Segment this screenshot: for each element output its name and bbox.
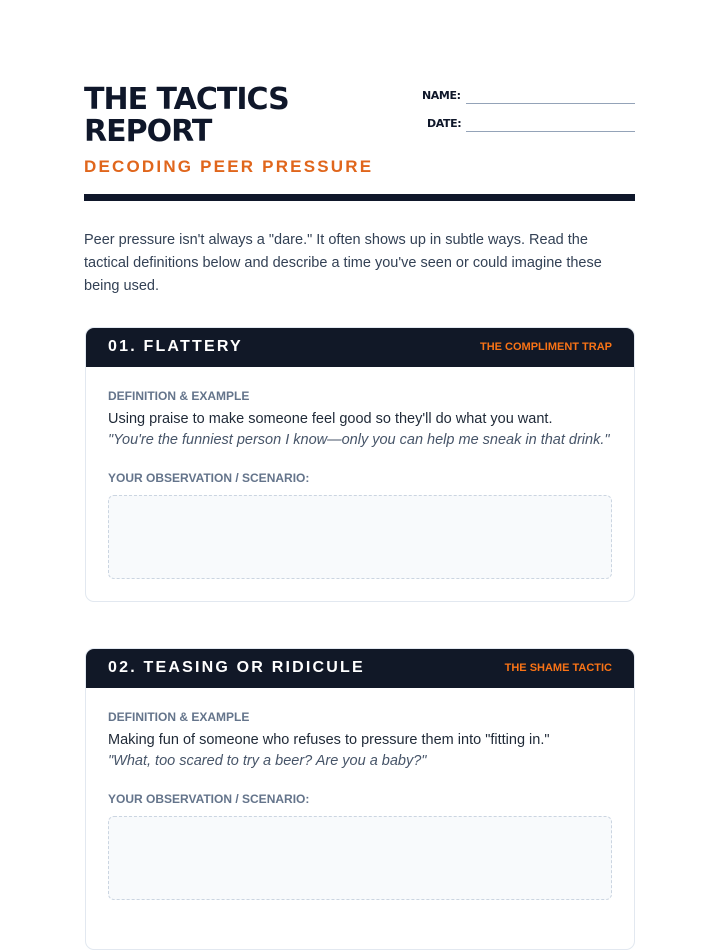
- card-header: [86, 328, 634, 367]
- example-text: "What, too scared to try a beer? Are you a baby?": [108, 753, 427, 769]
- name-label: NAME:: [422, 89, 461, 102]
- card-header: [86, 649, 634, 688]
- date-field[interactable]: [466, 131, 635, 132]
- observation-label: YOUR OBSERVATION / SCENARIO:: [108, 792, 310, 806]
- tactic-card-flattery: [85, 327, 635, 602]
- card-title: 02. TEASING OR RIDICULE: [108, 659, 365, 676]
- card-tag: THE COMPLIMENT TRAP: [480, 341, 612, 353]
- card-title: 01. FLATTERY: [108, 338, 243, 355]
- card-tag: THE SHAME TACTIC: [504, 662, 612, 674]
- name-field[interactable]: [466, 103, 635, 104]
- observation-answer-box[interactable]: [108, 495, 612, 579]
- definition-label: DEFINITION & EXAMPLE: [108, 710, 250, 724]
- student-info: [415, 88, 635, 144]
- page-subtitle: DECODING PEER PRESSURE: [84, 157, 374, 176]
- example-text: "You're the funniest person I know—only you can help me sneak in that drink.": [108, 432, 610, 448]
- observation-label: YOUR OBSERVATION / SCENARIO:: [108, 471, 310, 485]
- tactic-card-teasing: [85, 648, 635, 950]
- card-body: [86, 367, 634, 601]
- page-title: THE TACTICS REPORT: [84, 82, 289, 149]
- observation-answer-box[interactable]: [108, 816, 612, 900]
- header-divider: [84, 194, 635, 201]
- date-row: [415, 116, 635, 144]
- name-row: [415, 88, 635, 116]
- definition-text: Making fun of someone who refuses to pressure them into "fitting in.": [108, 732, 550, 748]
- definition-text: Using praise to make someone feel good so they'll do what you want.: [108, 411, 553, 427]
- intro-text: Peer pressure isn't always a "dare." It often shows up in subtle ways. Read the tactical definitions below and describe a time you've seen or could imagine these being used.: [84, 232, 602, 294]
- date-label: DATE:: [427, 117, 462, 130]
- definition-label: DEFINITION & EXAMPLE: [108, 389, 250, 403]
- header: [84, 84, 635, 184]
- card-body: [86, 688, 634, 922]
